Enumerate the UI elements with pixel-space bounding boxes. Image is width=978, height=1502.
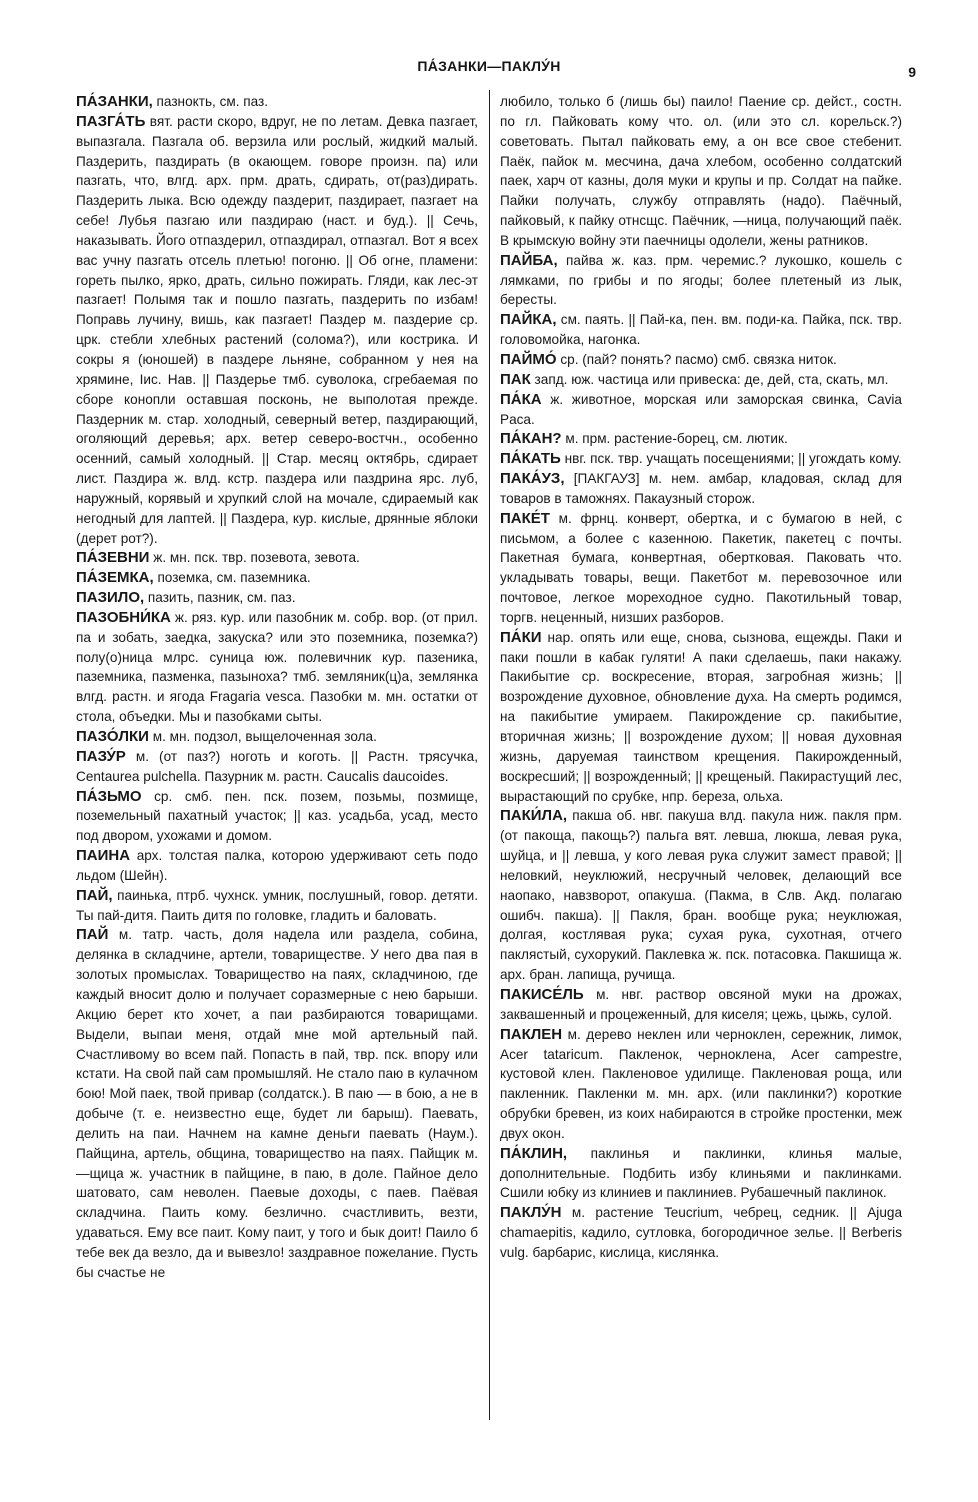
entry-headword: ПАЗГА́ТЬ (76, 112, 146, 130)
entry-body: м. мн. подзол, выщелоченная зола. (148, 729, 377, 744)
entry-headword: ПАКЛЕН (500, 1025, 563, 1043)
entry (500, 310, 902, 350)
left-column (76, 92, 478, 1283)
entry-headword: ПАЗОБНИ́КА (76, 608, 171, 626)
entry-body: м. татр. часть, доля надела или раздела, собина, делянка в складчине, артели, товариществе. У него два пая в золотых промыслах. Товарищество на паях, складчиною, где каждый вносит долю и получает соразмерные с нею барыши. Акцию берет кто хочет, а паи разбираются товарищами. Выдели, выпаи меня, отдай мне мой артельный пай. Счастливому во всем пай. Попасть в пай, твр. пск. впору или кстати. На свой пай сам промышляй. Не стало паю в кулачном бою! Мой паек, твой привар (солдатск.). В паю — в бою, а не в добыче (т. е. неизвестно еще, будет ли барыш). Паевать, делить на паи. Начнем на камне деньги паевать (Наум.). Пайщина, артель, община, товарищество на паях. Пайщик м. —щица ж. участник в пайщине, в паю, в доле. Пайное дело шатовато, сам неволен. Паевые доходы, с паев. Паёвая складчина. Паить кому. безлично. счастливить, везти, удаваться. Ему все паит. Кому паит, у того и бык доит! Паило б тебе век да везло, да и вывезло! заздравное пожелание. Пусть бы счастье не (76, 927, 478, 1280)
entry (76, 548, 478, 568)
entry (76, 846, 478, 886)
entry (500, 509, 902, 628)
entry (76, 727, 478, 747)
entry (76, 925, 478, 1282)
entry-headword: ПА́ЗАНКИ, (76, 93, 153, 110)
entry-headword: ПА́ЗЕМКА, (76, 569, 154, 587)
entry-headword: ПА́КА (500, 390, 542, 408)
entry-headword: ПАИНА (76, 847, 131, 865)
entry (500, 1144, 902, 1204)
entry (76, 886, 478, 926)
entry (500, 628, 902, 807)
entry-body: пайва ж. каз. прм. черемис.? лукошко, кошель с лямками, по грибы и по ягоды; более плетеный из лык, бересты. (500, 252, 902, 308)
entry-body: паклинья и паклинки, клинья малые, дополнительные. Подбить избу клиньями и паклинками. Сшили юбку из клиниев и паклиниев. Рубашечный паклинок. (500, 1145, 902, 1201)
entry-headword: ПА́ЗЬМО (76, 787, 142, 805)
entry (76, 747, 478, 787)
entry-body: поземка, см. паземника. (153, 570, 311, 586)
entry-body: м. прм. растение-борец, см. лютик. (561, 431, 788, 447)
entry-headword: ПАКА́УЗ, (500, 470, 565, 488)
entry-body: паинька, птрб. чухнск. умник, послушный, говор. детяти. Ты пай-дитя. Паить дитя по головке, гладить и баловать. (76, 887, 478, 923)
entry-headword: ПАЙКА, (500, 311, 557, 329)
entry-headword: ПАЗУ́Р (76, 747, 126, 765)
entry-headword: ПА́ЗЕВНИ (76, 549, 150, 567)
entry-body: вят. расти скоро, вдруг, не по летам. Девка пазгает, выпазгала. Пазгала об. верзила или рослый, жидкий малый. Паздерить, паздирать (в окающем. говоре произн. па) или пазгать, что, влгд. арх. прм. драть, сдирать, от(раз)дирать. Паздерить лыка. Всю одежду паздерит, паздирает, пазгает на себе! Лубья пазгаю или паздираю (наст. и буд.). || Сечь, наказывать. Його отпаздерил, отпаздирал, отпазгал. Вот я всех вас учну пазгать отсель плетью! погоню. || Об огне, пламени: гореть пылко, ярко, драть, сильно пожирать. Гляди, как лес-эт пазгает! Полымя так и пошло пазгать, паздерить по избам! Поправь лучину, вишь, как пазгает! Паздер м. паздерие ср. црк. стебли хлебных растений (солома?), или кострика. И сокры я (юношей) в паздере льняне, собранном у нея на хрямине, Іис. Нав. || Паздерье тмб. суволока, сгребаемая по сборе конопли оставшая посконь, не выполотая прежде. Паздерник м. стар. холодный, северный ветер, паздирающий, оголяющий деревья; арх. ветер северо-востчн., особенно осенний, самый холодный. || Стар. месяц октябрь, сдирает лист. Паздира ж. влд. кстр. паздера или паздрина ярс. луб, наружный, корявый и хрупкий слой на мочале, сдираемый как негодный для лаптей. || Паздера, кур. кислые, дрянные яблоки (дерет рот?). (76, 113, 478, 546)
entry (500, 251, 902, 311)
entry (76, 568, 478, 588)
entry-headword: ПАЗО́ЛКИ (76, 728, 149, 745)
entry (76, 608, 478, 727)
entry (500, 449, 902, 469)
entry (500, 429, 902, 449)
running-head: ПА́ЗАНКИ—ПАКЛУ́Н (417, 58, 561, 74)
entry (76, 112, 478, 549)
entry-body: м. нвг. раствор овсяной муки на дрожах, заквашенный и процеженный, для киселя; цежь, цыжь, сулой. (500, 986, 902, 1022)
page-number: 9 (908, 64, 916, 80)
column-divider (489, 90, 490, 1420)
entry-body: любило, только б (лишь бы) паило! Паение ср. дейст., состн. по гл. Пайковать кому что. ол. (или это сл. корельск.?) советовать. Пытал пайковать ему, а он все свое стебенит. Паёк, пайок м. месчина, дача хлебом, особенно солдатский паек, харч от казны, доля муки и крупы и пр. Солдат на пайке. Пайки получать, службу отправлять (надо). Паёчный, пайковый, к пайку отнсщс. Паёчник, —ница, получающий паёк. В крымскую войну эти паечницы одолели, жены ратников. (500, 94, 902, 248)
entry-body: [ПАКГАУЗ] м. нем. амбар, кладовая, склад для товаров в таможнях. Пакаузный сторож. (500, 471, 902, 506)
entry-body: см. паять. || Пай-ка, пен. вм. поди-ка. Пайка, пск. твр. головомойка, нагонка. (500, 312, 902, 348)
entry-body: ж. животное, морская или заморская свинка, Cavia Paca. (500, 391, 902, 427)
entry (76, 92, 478, 112)
entry-body: м. фрнц. конверт, обертка, и с бумагою в ней, с письмом, а более с казенною. Пакетик, пакетец с почты. Пакетная бумага, конвертная, обертковая. Паковать что. укладывать товары, вещи. Пакетбот м. перевозочное или почтовое, легкое мореходное судно. Пакотильный товар, торгв. неценный, низших разборов. (500, 510, 902, 625)
entry-headword: ПАЙБА, (500, 251, 558, 269)
entry-body: м. растение Teucrium, чебрец, седник. || Ajuga chamaepitis, кадило, сутловка, богородичное зелье. || Berberis vulg. барбарис, кислица, кислянка. (500, 1205, 902, 1260)
entry-headword: ПА́КИ (500, 628, 542, 646)
entry-body: м. дерево неклен или черноклен, сережник, лимок, Acer tataricum. Пакленок, черноклена, Acer campestre, кустовой клен. Пакленовое удилище. Пакленовая роща, или пакленник. Пакленки м. мн. арх. (или паклинки?) короткие обрубки бревен, из коих набираются в стройке простенки, меж двух окон. (500, 1026, 902, 1141)
entry (500, 985, 902, 1025)
entry-headword: ПАКИСЕ́ЛЬ (500, 985, 584, 1003)
entry-body: ср. смб. пен. пск. позем, позьмы, позмище, поземельный пахатный участок; || каз. усадьба, усад, место под двором, ухожами и домом. (76, 788, 478, 844)
entry-body: пазнокть, см. паз. (152, 94, 269, 109)
entry-headword: ПА́КЛИН, (500, 1144, 568, 1162)
entry-body: ж. мн. пск. твр. позевота, зевота. (149, 550, 360, 566)
entry-headword: ПА́КАТЬ (500, 450, 561, 468)
right-column (500, 92, 902, 1263)
entry-headword: ПАЗИЛО, (76, 589, 145, 607)
entry-body: ж. ряз. кур. или пазобник м. собр. вор. (от прил. па и зобать, заедка, закуска? или это поземника, поземка?) полу(о)ница млрс. суница юж. полевичник кур. пазеника, паземника, пазменка, пазыноха? тмб. земляник(ц)а, землянка влгд. растн. и ягода Fragaria vesca. Пазобки м. мн. остатки от стола, объедки. Мы и пазобками сыты. (76, 609, 478, 725)
entry-body: ср. (пай? понять? пасмо) смб. связка ниток. (556, 351, 837, 367)
entry-headword: ПАКЛУ́Н (500, 1204, 562, 1222)
entry-headword: ПАЙМО́ (500, 350, 557, 368)
entry-headword: ПАКЕ́Т (500, 509, 550, 527)
entry (500, 469, 902, 509)
entry (76, 787, 478, 847)
entry-headword: ПАКИ́ЛА, (500, 807, 568, 825)
entry-body: пазить, пазник, см. паз. (144, 590, 296, 606)
entry (76, 588, 478, 608)
entry-body: запд. юж. частица или привеска: де, дей, ста, скать, мл. (530, 371, 889, 387)
entry-headword: ПАЙ (76, 926, 109, 944)
entry (500, 370, 902, 390)
entry (500, 1203, 902, 1263)
entry-body: пакша об. нвг. пакуша влд. пакула ниж. пакля прм. (от пакоща, пакощь?) пальга вят. левша, люкша, левая рука, шуйца, и || левша, у кого левая рука служит замест правой; || неловкий, неуклюжий, несручный человек, делающий все наопако, навзворот, опакуша. (Пакма, в Слв. Акд. полагаю ошибч. пакша). || Пакля, бран. вообще рука; неуклюжая, долгая, костлявая рука; сухая рука, сухотная, отчего паклястый, сухорукий. Паклевка ж. пск. потасовка. Пакшища ж. арх. бран. лапища, ручища. (500, 808, 902, 983)
entry-body: нар. опять или еще, снова, сызнова, ещежды. Паки и паки пошли в кабак гуляти! А паки сделаешь, паки накажу. Пакибытие ср. воскресение, вторая, загробная жизнь; || возрождение духовное, обновление духа. На смерть родимся, на пакибытие умираем. Пакирождение ср. пакибытие, вторичная жизнь; || возрождение духом; || новая духовная жизнь, даруемая таинством крещения. Пакирожденный, воскресший; || возрожденный; || крещеный. Пакирастущий лес, вырастающий по срубке, нпр. береза, ольха. (500, 629, 902, 804)
entry (500, 806, 902, 985)
entry-headword: ПАЙ, (76, 886, 113, 904)
entry (500, 92, 902, 251)
entry-headword: ПАК (500, 370, 531, 388)
entry-headword: ПА́КАН? (500, 430, 562, 448)
entry-body: арх. толстая палка, которою удерживают сеть подо льдом (Шейн). (76, 848, 478, 883)
entry (500, 350, 902, 370)
entry (500, 1025, 902, 1144)
entry (500, 390, 902, 430)
entry-body: нвг. пск. твр. учащать посещениями; || угождать кому. (560, 451, 902, 467)
entry-body: м. (от паз?) ноготь и коготь. || Растн. трясучка, Centaurea pulchella. Пазурник м. растн. Caucalis daucoides. (76, 748, 478, 784)
